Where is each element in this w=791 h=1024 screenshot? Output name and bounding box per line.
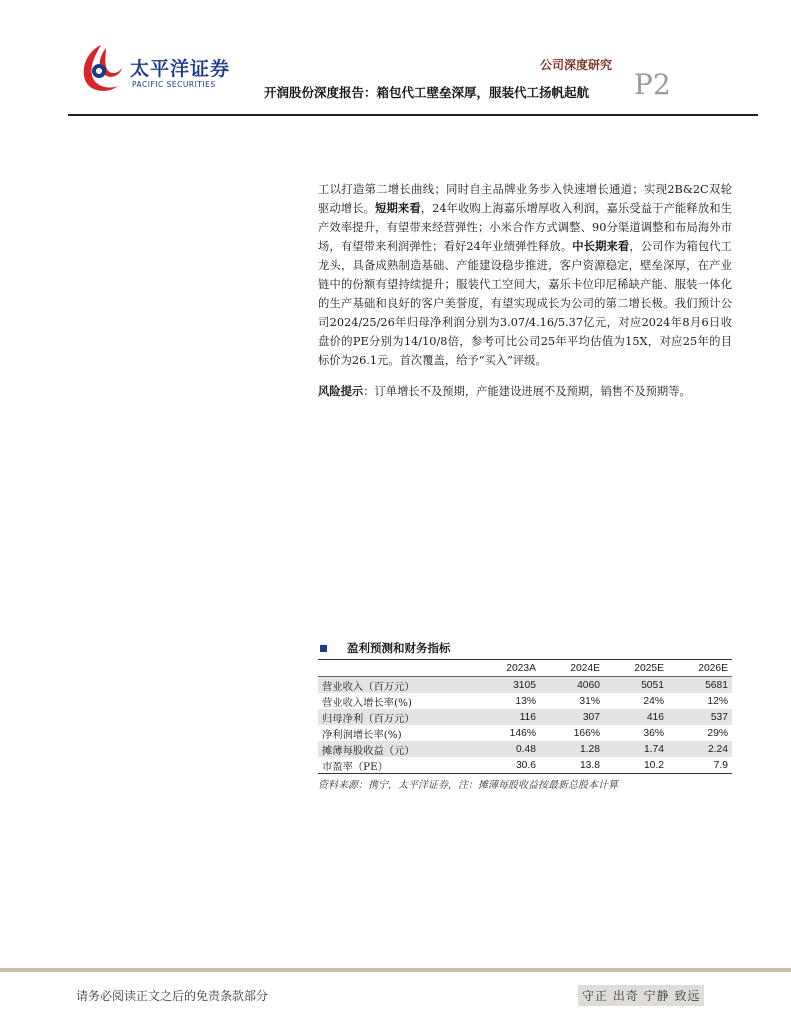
row-label: 归母净利（百万元） [318, 709, 476, 725]
summary-text-1: 工以打造第二增长曲线；同时自主品牌业务步入快速增长通道；实现2B&2C双轮驱动增长。 [318, 183, 732, 215]
table-cell: 7.9 [668, 757, 732, 774]
table-cell: 537 [668, 709, 732, 725]
row-label: 摊薄每股收益（元） [318, 741, 476, 757]
table-cell: 30.6 [476, 757, 540, 774]
table-row [318, 741, 732, 757]
footer-band [0, 968, 791, 972]
row-label: 净利润增长率(%) [322, 728, 402, 741]
column-header: 2026E [668, 660, 732, 677]
table-cell: 13% [515, 695, 536, 707]
footer-motto: 守正 出奇 宁静 致远 [578, 985, 704, 1006]
table-row [318, 677, 732, 694]
table-cell: 3105 [476, 677, 540, 694]
financial-table [318, 659, 732, 774]
column-header: 2023A [476, 660, 540, 677]
financial-forecast-block [318, 638, 732, 791]
summary-paragraph [318, 180, 732, 370]
column-header: 2024E [540, 660, 604, 677]
table-cell: 12% [707, 695, 728, 707]
table-cell: 24% [643, 695, 664, 707]
table-row [318, 693, 732, 709]
page-number: P2 [634, 68, 671, 101]
table-cell: 2.24 [668, 741, 732, 757]
footer-disclaimer: 请务必阅读正文之后的免责条款部分 [76, 989, 269, 1003]
table-row [318, 757, 732, 774]
pacific-securities-logo-icon [78, 42, 124, 94]
table-cell: 10.2 [604, 757, 668, 774]
column-header [318, 660, 476, 677]
table-row [318, 709, 732, 725]
summary-text-3: ，公司作为箱包代工龙头，具备成熟制造基础、产能建设稳步推进，客户资源稳定，壁垒深厚，在产业链中的份额有望持续提升；服装代工空间大，嘉乐卡位印尼稀缺产能、服装一体化的生产基础和良好的客户美誉度，有望实现成长为公司的第二增长极。我们预计公司2024/25/26年归母净利润分别为3.07/4.16/5.37亿元，对应2024年8月6日收盘价的PE分别为14/10/8倍，参考可比公司25年平均估值为15X，对应25年的目标价为26.1元。首次覆盖，给予“买入”评级。 [318, 240, 732, 367]
header-divider [68, 114, 758, 116]
table-cell: 31% [579, 695, 600, 707]
table-cell: 146% [509, 727, 536, 739]
table-cell: 1.74 [604, 741, 668, 757]
table-cell: 13.8 [540, 757, 604, 774]
table-cell: 1.28 [540, 741, 604, 757]
summary-text-2: ，24年收购上海嘉乐增厚收入利润，嘉乐受益于产能释放和生产效率提升，有望带来经营弹性；小米合作方式调整、90分渠道调整和布局海外市场，有望带来利润弹性；看好24年业绩弹性释放。 [318, 202, 732, 253]
table-source-note: 资料来源：携宁，太平洋证券，注：摊薄每股收益按最新总股本计算 [318, 780, 618, 791]
row-label: 营业收入增长率(%) [322, 696, 412, 709]
row-label: 营业收入（百万元） [318, 677, 476, 694]
risk-label: 风险提示 [318, 384, 364, 398]
table-cell: 4060 [540, 677, 604, 694]
company-logo [78, 40, 238, 96]
table-heading [318, 638, 732, 658]
table-title: 盈利预测和财务指标 [347, 641, 451, 655]
brand-name-cn: 太平洋证券 [130, 58, 231, 80]
table-cell: 0.48 [476, 741, 540, 757]
square-bullet-icon [320, 645, 327, 652]
summary-bold-long-term: 中长期来看 [572, 239, 630, 253]
table-cell: 29% [707, 727, 728, 739]
table-cell: 166% [573, 727, 600, 739]
table-cell: 36% [643, 727, 664, 739]
report-type: 公司深度研究 [540, 58, 613, 72]
table-header-row [318, 660, 732, 677]
table-cell: 307 [540, 709, 604, 725]
table-cell: 5051 [604, 677, 668, 694]
summary-bold-short-term: 短期来看 [375, 201, 421, 215]
risk-text: ：订单增长不及预期，产能建设进展不及预期，销售不及预期等。 [363, 385, 691, 398]
brand-name-en: PACIFIC SECURITIES [132, 80, 216, 89]
table-row [318, 725, 732, 741]
row-label: 市盈率（PE） [318, 757, 476, 774]
column-header: 2025E [604, 660, 668, 677]
risk-paragraph [318, 382, 738, 401]
table-cell: 5681 [668, 677, 732, 694]
report-title: 开润股份深度报告：箱包代工壁垒深厚，服装代工扬帆起航 [264, 85, 590, 100]
table-cell: 116 [476, 709, 540, 725]
table-cell: 416 [604, 709, 668, 725]
